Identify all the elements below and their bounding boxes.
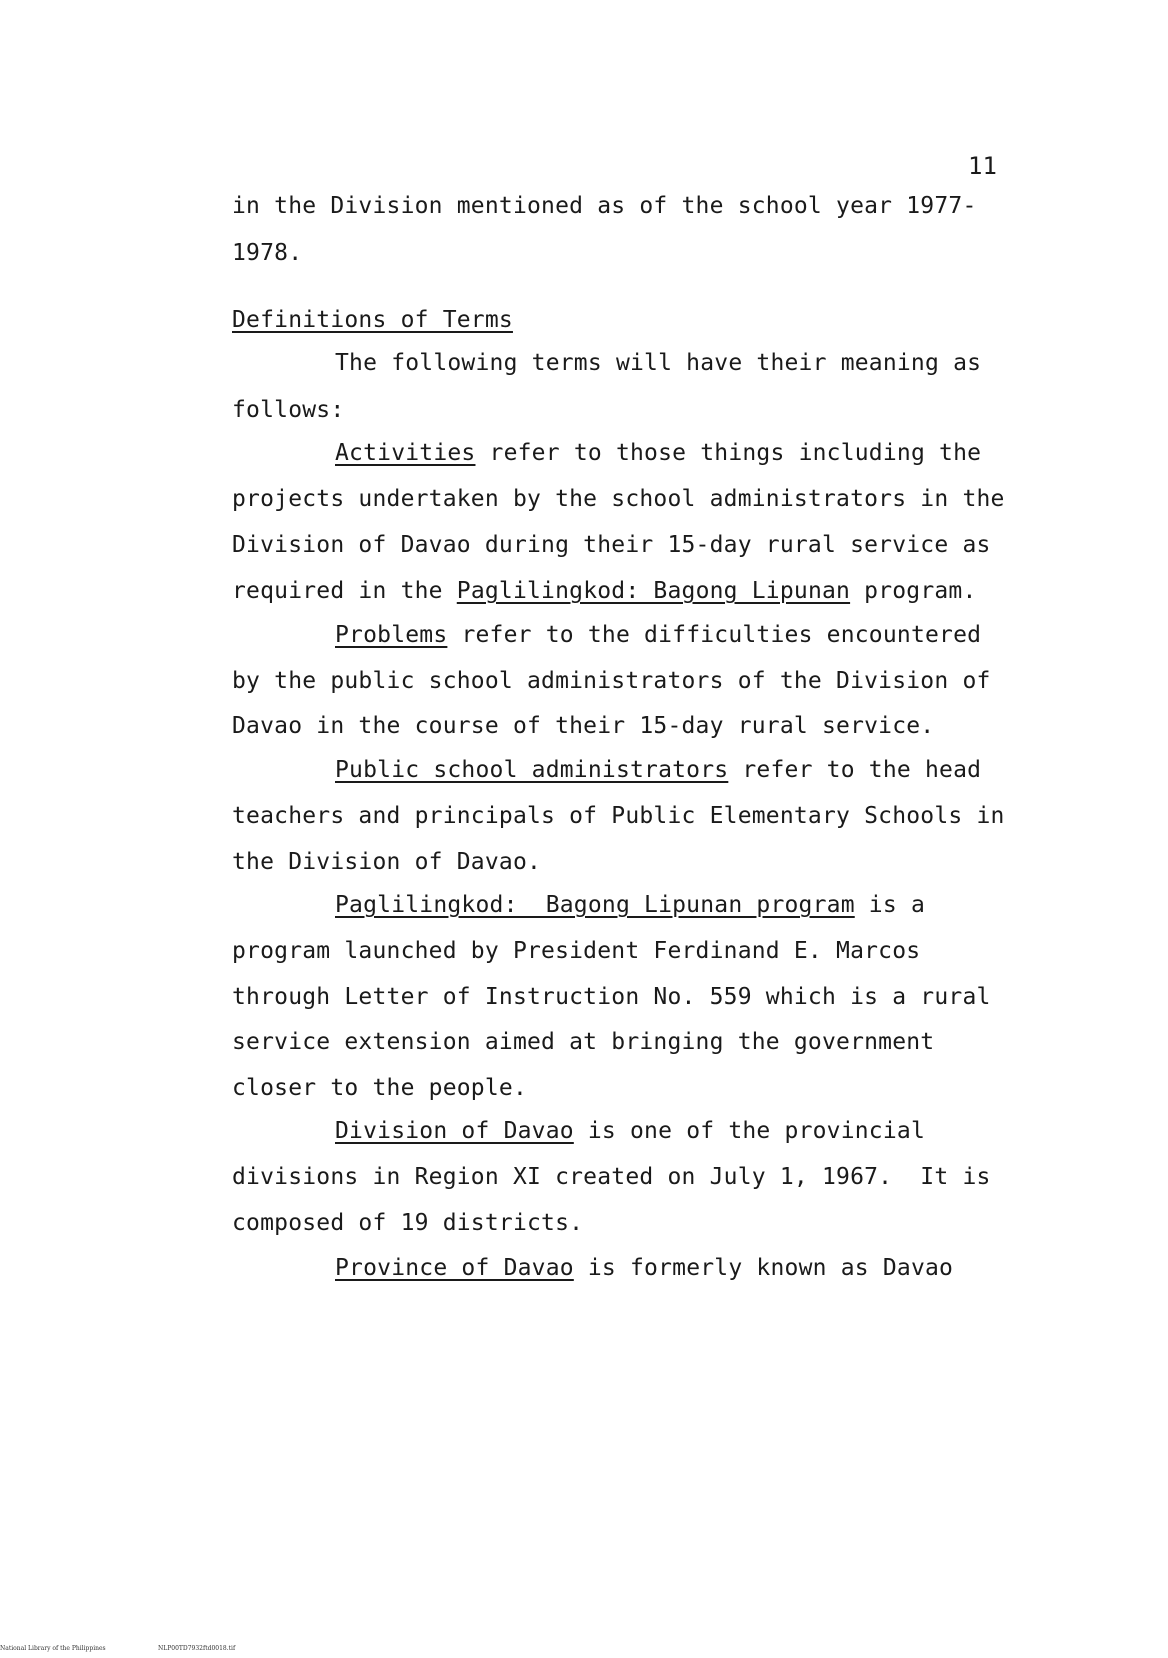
- definition-division-of-davao: [335, 1118, 925, 1144]
- heading-text: Definitions of Terms: [232, 307, 513, 333]
- text-line: Davao in the course of their 15-day rural service.: [232, 713, 935, 739]
- term-paglilingkod: Paglilingkod: Bagong Lipunan program: [335, 892, 855, 918]
- text-line: through Letter of Instruction No. 559 which is a rural: [232, 984, 991, 1010]
- definition-province-of-davao: [335, 1255, 953, 1281]
- text-line: 1978.: [232, 240, 303, 266]
- text-line: divisions in Region XI created on July 1, 1967. It is: [232, 1164, 991, 1190]
- text-segment: required in the: [232, 578, 457, 604]
- section-heading: [232, 307, 513, 333]
- text-line: program launched by President Ferdinand E. Marcos: [232, 938, 921, 964]
- term-division-of-davao: Division of Davao: [335, 1118, 574, 1144]
- term-province-of-davao: Province of Davao: [335, 1255, 574, 1281]
- definition-text: is one of the provincial: [573, 1118, 925, 1144]
- text-line: by the public school administrators of the Division of: [232, 668, 991, 694]
- definition-activities: [335, 440, 981, 466]
- definition-text: is formerly known as Davao: [573, 1255, 954, 1281]
- text-line: Division of Davao during their 15-day rural service as: [232, 532, 991, 558]
- definition-text: refer to the head: [728, 757, 982, 783]
- text-line: in the Division mentioned as of the school year 1977-: [232, 193, 977, 219]
- page-number: 11: [968, 152, 997, 180]
- text-line: follows:: [232, 397, 345, 423]
- term-activities: Activities: [335, 440, 476, 466]
- text-line: [232, 578, 977, 604]
- text-line: service extension aimed at bringing the government: [232, 1029, 935, 1055]
- text-line: closer to the people.: [232, 1075, 527, 1101]
- text-line: The following terms will have their meaning as: [335, 350, 982, 376]
- definition-public-school-administrators: [335, 757, 981, 783]
- program-name: Paglilingkod: Bagong Lipunan: [456, 578, 851, 604]
- footer-filename: NLP00TD7932ftd0018.tif: [158, 1645, 236, 1652]
- term-public-school-administrators: Public school administrators: [335, 757, 729, 783]
- definition-text: refer to those things including the: [475, 440, 982, 466]
- text-line: composed of 19 districts.: [232, 1210, 584, 1236]
- definition-problems: [335, 622, 981, 648]
- text-line: teachers and principals of Public Elementary Schools in: [232, 803, 1005, 829]
- text-segment: program.: [850, 578, 977, 604]
- text-line: the Division of Davao.: [232, 849, 542, 875]
- text-line: projects undertaken by the school administrators in the: [232, 486, 1005, 512]
- definition-paglilingkod: [335, 892, 925, 918]
- definition-text: is a: [854, 892, 925, 918]
- footer-library: National Library of the Philippines: [0, 1645, 106, 1652]
- term-problems: Problems: [335, 622, 448, 648]
- definition-text: refer to the difficulties encountered: [447, 622, 982, 648]
